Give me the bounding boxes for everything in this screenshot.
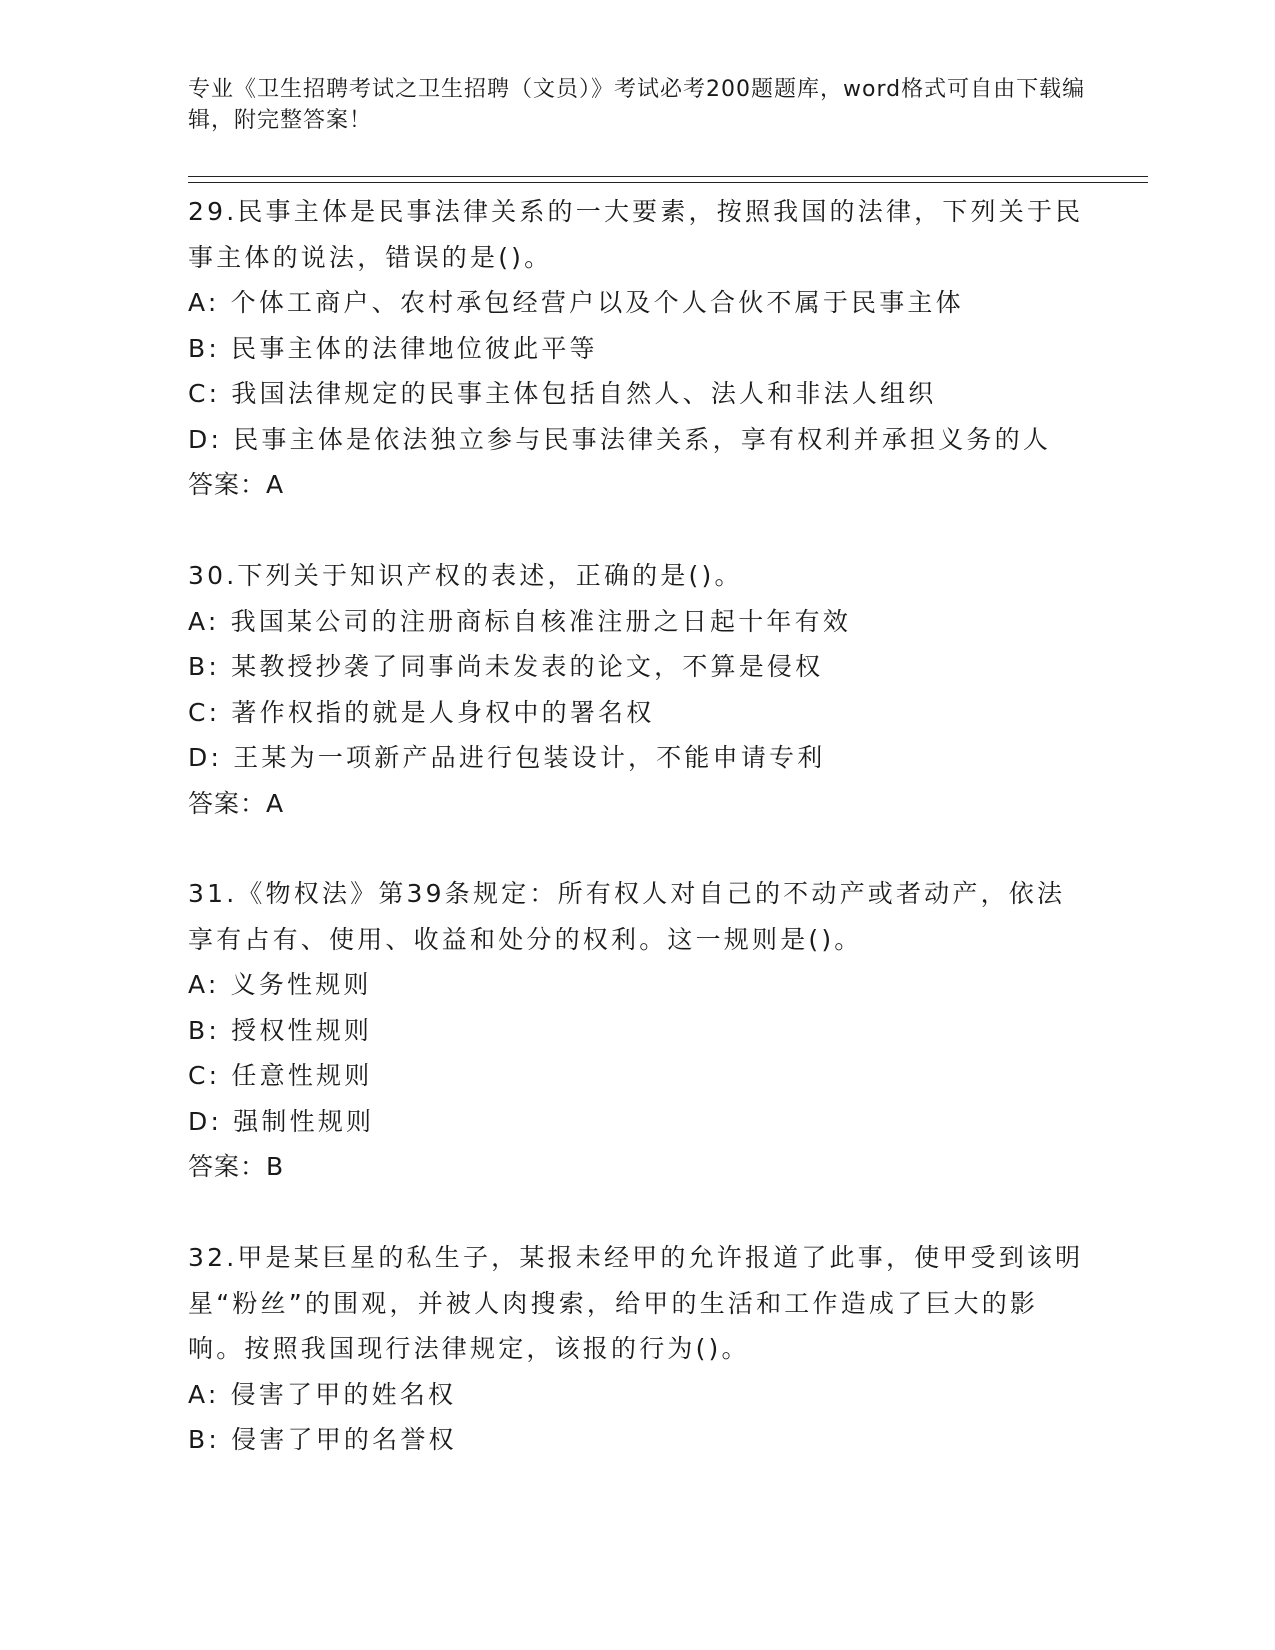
option-b: B: 侵害了甲的名誉权 — [188, 1425, 457, 1454]
option-c: C: 我国法律规定的民事主体包括自然人、法人和非法人组织 — [188, 379, 937, 408]
question-stem: 31.《物权法》第39条规定：所有权人对自己的不动产或者动产，依法享有占有、使用、收益和处分的权利。这一规则是()。 — [188, 879, 1066, 954]
option-a: A: 个体工商户、农村承包经营户以及个人合伙不属于民事主体 — [188, 288, 964, 317]
option-d: D: 王某为一项新产品进行包装设计，不能申请专利 — [188, 743, 826, 772]
option-a: A: 侵害了甲的姓名权 — [188, 1379, 457, 1409]
document-header: 专业《卫生招聘考试之卫生招聘（文员）》考试必考200题题库，word格式可自由下载编辑，附完整答案！ — [188, 77, 1086, 133]
header-divider-top — [188, 176, 1148, 177]
option-c: C: 著作权指的就是人身权中的署名权 — [188, 697, 655, 727]
question-stem: 30.下列关于知识产权的表述，正确的是()。 — [188, 561, 743, 590]
answer: 答案：A — [188, 470, 285, 499]
question-29 — [188, 189, 1088, 508]
answer: 答案：A — [188, 788, 285, 818]
question-31 — [188, 871, 1088, 1190]
question-stem: 32.甲是某巨星的私生子，某报未经甲的允许报道了此事，使甲受到该明星“粉丝”的围观，并被人肉搜索，给甲的生活和工作造成了巨大的影响。按照我国现行法律规定，该报的行为()。 — [188, 1243, 1084, 1363]
answer: 答案：B — [188, 1152, 285, 1181]
option-d: D: 强制性规则 — [188, 1106, 375, 1136]
option-c: C: 任意性规则 — [188, 1061, 373, 1090]
question-stem: 29.民事主体是民事法律关系的一大要素，按照我国的法律，下列关于民事主体的说法，错误的是()。 — [188, 197, 1084, 272]
option-b: B: 授权性规则 — [188, 1015, 373, 1045]
option-b: B: 民事主体的法律地位彼此平等 — [188, 333, 598, 363]
option-d: D: 民事主体是依法独立参与民事法律关系，享有权利并承担义务的人 — [188, 424, 1052, 454]
option-a: A: 义务性规则 — [188, 970, 372, 999]
question-30 — [188, 553, 1088, 826]
header-divider-bottom — [188, 182, 1148, 183]
option-a: A: 我国某公司的注册商标自核准注册之日起十年有效 — [188, 606, 852, 636]
option-b: B: 某教授抄袭了同事尚未发表的论文，不算是侵权 — [188, 652, 824, 681]
question-32 — [188, 1235, 1088, 1463]
